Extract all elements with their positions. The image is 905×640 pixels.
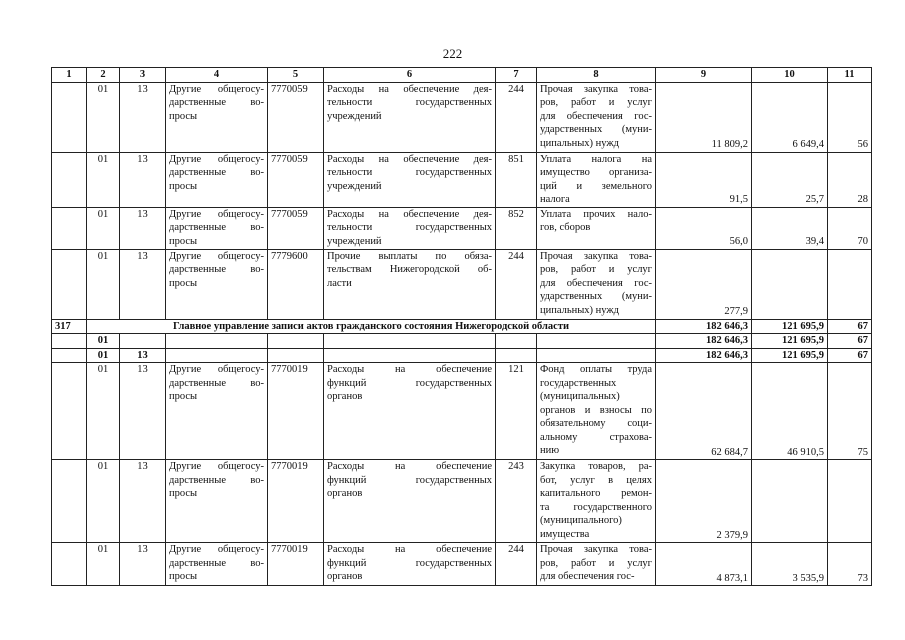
table-row bbox=[52, 363, 872, 460]
cell-line: органов и взносы по bbox=[540, 404, 652, 416]
actual-amount-cell: 121 695,9 bbox=[752, 319, 828, 334]
section-code-cell: 01 bbox=[87, 334, 120, 349]
expense-type-cell: 121 bbox=[496, 363, 537, 460]
cell-line: ласти bbox=[327, 277, 352, 289]
blank-cell bbox=[268, 348, 324, 363]
section-code-cell: 01 bbox=[87, 249, 120, 319]
section-code-cell: 01 bbox=[87, 152, 120, 207]
section-code-cell: 01 bbox=[87, 82, 120, 152]
target-article-cell: 7770059 bbox=[268, 82, 324, 152]
blank-cell bbox=[52, 543, 87, 586]
section-name-cell bbox=[166, 152, 268, 207]
actual-amount-cell: 25,7 bbox=[752, 152, 828, 207]
cell-line: функций государственных bbox=[327, 474, 492, 486]
percent-cell: 73 bbox=[828, 543, 872, 586]
cell-line: тельности государственных bbox=[327, 222, 492, 233]
target-article-cell: 7770059 bbox=[268, 152, 324, 207]
section-code-cell: 01 bbox=[87, 348, 120, 363]
cell-line: дарственные во- bbox=[169, 167, 264, 178]
cell-line: просы bbox=[169, 180, 198, 192]
expense-name-cell bbox=[537, 82, 656, 152]
percent-cell: 70 bbox=[828, 207, 872, 249]
blank-cell bbox=[496, 348, 537, 363]
actual-amount-cell: 121 695,9 bbox=[752, 348, 828, 363]
blank-cell bbox=[496, 334, 537, 349]
page-number: 222 bbox=[442, 46, 463, 61]
cell-line: бот, услуг в целях bbox=[540, 474, 652, 486]
expense-type-cell: 244 bbox=[496, 543, 537, 586]
cell-line: ров, работ и услуг bbox=[540, 557, 652, 569]
plan-amount-cell: 2 379,9 bbox=[656, 460, 752, 543]
plan-amount-cell: 11 809,2 bbox=[656, 82, 752, 152]
cell-line: просы bbox=[169, 110, 198, 122]
cell-line: Расходы на обеспечение bbox=[327, 461, 492, 472]
cell-line: учреждений bbox=[327, 180, 382, 192]
section-code-cell: 01 bbox=[87, 460, 120, 543]
section-name-cell bbox=[166, 207, 268, 249]
section-name-cell bbox=[166, 249, 268, 319]
actual-amount-cell: 6 649,4 bbox=[752, 82, 828, 152]
table-row bbox=[52, 543, 872, 586]
plan-amount-cell: 182 646,3 bbox=[656, 319, 752, 334]
table-row bbox=[52, 207, 872, 249]
section-code-cell: 01 bbox=[87, 543, 120, 586]
cell-line: Расходы на обеспечение дея- bbox=[327, 153, 492, 165]
percent-cell: 28 bbox=[828, 152, 872, 207]
cell-line: просы bbox=[169, 488, 198, 499]
percent-cell: 67 bbox=[828, 334, 872, 349]
plan-amount-cell: 182 646,3 bbox=[656, 348, 752, 363]
header-cell: 11 bbox=[828, 68, 872, 83]
cell-line: ципальных) нужд bbox=[540, 137, 620, 149]
subtotal-row bbox=[52, 334, 872, 349]
expense-type-cell: 244 bbox=[496, 82, 537, 152]
section-name-cell bbox=[166, 543, 268, 586]
department-code-cell: 317 bbox=[52, 319, 87, 334]
target-article-cell: 7770019 bbox=[268, 460, 324, 543]
subsection-code-cell: 13 bbox=[120, 543, 166, 586]
cell-line: та государственного bbox=[540, 501, 652, 513]
subsection-code-cell: 13 bbox=[120, 363, 166, 460]
subsection-code-cell bbox=[120, 334, 166, 349]
subsection-code-cell: 13 bbox=[120, 152, 166, 207]
expense-name-cell bbox=[537, 363, 656, 460]
target-article-cell: 7770059 bbox=[268, 207, 324, 249]
header-cell: 9 bbox=[656, 68, 752, 83]
target-name-cell bbox=[324, 363, 496, 460]
table-header-row bbox=[52, 68, 872, 83]
cell-line: имущества bbox=[540, 528, 590, 540]
cell-line: просы bbox=[169, 391, 198, 402]
cell-line: для обеспечения гос- bbox=[540, 571, 635, 582]
blank-cell bbox=[52, 334, 87, 349]
target-article-cell: 7770019 bbox=[268, 543, 324, 586]
actual-amount-cell: 3 535,9 bbox=[752, 543, 828, 586]
section-name-cell bbox=[166, 460, 268, 543]
actual-amount-cell: 121 695,9 bbox=[752, 334, 828, 349]
section-row bbox=[52, 319, 872, 334]
target-name-cell bbox=[324, 207, 496, 249]
blank-cell bbox=[52, 82, 87, 152]
cell-line: ударственных (муни- bbox=[540, 124, 652, 135]
header-cell: 7 bbox=[496, 68, 537, 83]
section-name-cell bbox=[166, 363, 268, 460]
header-cell: 1 bbox=[52, 68, 87, 83]
blank-cell bbox=[52, 460, 87, 543]
percent-cell bbox=[828, 249, 872, 319]
cell-line: Другие общегосу- bbox=[169, 153, 264, 165]
table-row bbox=[52, 82, 872, 152]
cell-line: тельствам Нижегородской об- bbox=[327, 264, 492, 275]
cell-line: дарственные во- bbox=[169, 222, 264, 233]
subsection-code-cell: 13 bbox=[120, 249, 166, 319]
cell-line: Прочие выплаты по обяза- bbox=[327, 250, 492, 262]
cell-line: Фонд оплаты труда bbox=[540, 364, 652, 375]
cell-line: (муниципального) bbox=[540, 515, 622, 526]
target-name-cell bbox=[324, 543, 496, 586]
cell-line: капитального ремон- bbox=[540, 488, 652, 499]
cell-line: дарственные во- bbox=[169, 264, 264, 275]
percent-cell: 56 bbox=[828, 82, 872, 152]
blank-cell bbox=[166, 334, 268, 349]
percent-cell: 67 bbox=[828, 319, 872, 334]
blank-cell bbox=[52, 363, 87, 460]
cell-line: Прочая закупка това- bbox=[540, 250, 652, 262]
actual-amount-cell: 39,4 bbox=[752, 207, 828, 249]
cell-line: ципальных) нужд bbox=[540, 304, 620, 316]
cell-line: дарственные во- bbox=[169, 97, 264, 108]
department-name-cell: Главное управление записи актов гражданского состояния Нижегородской области bbox=[87, 319, 656, 334]
cell-line: Расходы на обеспечение дея- bbox=[327, 208, 492, 220]
cell-line: просы bbox=[169, 235, 198, 247]
expense-type-cell: 244 bbox=[496, 249, 537, 319]
budget-table bbox=[51, 67, 872, 586]
target-name-cell bbox=[324, 152, 496, 207]
cell-line: Расходы на обеспечение bbox=[327, 364, 492, 375]
cell-line: дарственные во- bbox=[169, 377, 264, 389]
cell-line: Другие общегосу- bbox=[169, 544, 264, 555]
cell-line: государственных bbox=[540, 377, 617, 389]
cell-line: Другие общегосу- bbox=[169, 250, 264, 262]
table-row bbox=[52, 152, 872, 207]
plan-amount-cell: 182 646,3 bbox=[656, 334, 752, 349]
blank-cell bbox=[52, 207, 87, 249]
blank-cell bbox=[537, 334, 656, 349]
plan-amount-cell: 91,5 bbox=[656, 152, 752, 207]
cell-line: функций государственных bbox=[327, 557, 492, 569]
table-row bbox=[52, 460, 872, 543]
cell-line: Другие общегосу- bbox=[169, 208, 264, 220]
cell-line: органов bbox=[327, 488, 363, 499]
header-cell: 2 bbox=[87, 68, 120, 83]
plan-amount-cell: 56,0 bbox=[656, 207, 752, 249]
blank-cell bbox=[324, 334, 496, 349]
header-cell: 8 bbox=[537, 68, 656, 83]
blank-cell bbox=[537, 348, 656, 363]
cell-line: ров, работ и услуг bbox=[540, 97, 652, 108]
cell-line: для обеспечения гос- bbox=[540, 110, 652, 122]
cell-line: функций государственных bbox=[327, 377, 492, 389]
target-name-cell bbox=[324, 82, 496, 152]
subsection-code-cell: 13 bbox=[120, 460, 166, 543]
percent-cell bbox=[828, 460, 872, 543]
actual-amount-cell bbox=[752, 460, 828, 543]
section-name-cell bbox=[166, 82, 268, 152]
cell-line: (муниципальных) bbox=[540, 391, 620, 402]
section-code-cell: 01 bbox=[87, 207, 120, 249]
cell-line: Другие общегосу- bbox=[169, 461, 264, 472]
cell-line: учреждений bbox=[327, 110, 382, 122]
blank-cell bbox=[268, 334, 324, 349]
blank-cell bbox=[52, 249, 87, 319]
cell-line: Прочая закупка това- bbox=[540, 83, 652, 95]
cell-line: Уплата прочих нало- bbox=[540, 208, 652, 220]
cell-line: дарственные во- bbox=[169, 474, 264, 486]
header-cell: 3 bbox=[120, 68, 166, 83]
cell-line: органов bbox=[327, 391, 363, 402]
cell-line: налога bbox=[540, 194, 570, 205]
expense-type-cell: 851 bbox=[496, 152, 537, 207]
target-name-cell bbox=[324, 249, 496, 319]
blank-cell bbox=[52, 152, 87, 207]
cell-line: ров, работ и услуг bbox=[540, 264, 652, 275]
target-article-cell: 7770019 bbox=[268, 363, 324, 460]
cell-line: Расходы на обеспечение bbox=[327, 544, 492, 555]
percent-cell: 67 bbox=[828, 348, 872, 363]
actual-amount-cell bbox=[752, 249, 828, 319]
plan-amount-cell: 62 684,7 bbox=[656, 363, 752, 460]
cell-line: Закупка товаров, ра- bbox=[540, 461, 652, 472]
cell-line: Другие общегосу- bbox=[169, 83, 264, 95]
subsection-code-cell: 13 bbox=[120, 348, 166, 363]
cell-line: Прочая закупка това- bbox=[540, 544, 652, 555]
header-cell: 10 bbox=[752, 68, 828, 83]
subsection-code-cell: 13 bbox=[120, 82, 166, 152]
cell-line: просы bbox=[169, 277, 198, 289]
cell-line: альному страхова- bbox=[540, 431, 652, 443]
cell-line: органов bbox=[327, 571, 363, 582]
cell-line: дарственные во- bbox=[169, 557, 264, 569]
expense-type-cell: 243 bbox=[496, 460, 537, 543]
subsection-code-cell: 13 bbox=[120, 207, 166, 249]
header-cell: 6 bbox=[324, 68, 496, 83]
cell-line: имущество организа- bbox=[540, 167, 652, 178]
expense-name-cell bbox=[537, 543, 656, 586]
header-cell: 5 bbox=[268, 68, 324, 83]
target-article-cell: 7779600 bbox=[268, 249, 324, 319]
expense-name-cell bbox=[537, 249, 656, 319]
cell-line: нию bbox=[540, 445, 560, 456]
target-name-cell bbox=[324, 460, 496, 543]
plan-amount-cell: 277,9 bbox=[656, 249, 752, 319]
subtotal-row bbox=[52, 348, 872, 363]
cell-line: гов, сборов bbox=[540, 222, 591, 233]
blank-cell bbox=[324, 348, 496, 363]
cell-line: тельности государственных bbox=[327, 97, 492, 108]
blank-cell bbox=[52, 348, 87, 363]
cell-line: просы bbox=[169, 571, 198, 582]
blank-cell bbox=[166, 348, 268, 363]
actual-amount-cell: 46 910,5 bbox=[752, 363, 828, 460]
cell-line: Расходы на обеспечение дея- bbox=[327, 83, 492, 95]
cell-line: для обеспечения гос- bbox=[540, 277, 652, 289]
cell-line: обязательному соци- bbox=[540, 418, 652, 429]
section-code-cell: 01 bbox=[87, 363, 120, 460]
percent-cell: 75 bbox=[828, 363, 872, 460]
plan-amount-cell: 4 873,1 bbox=[656, 543, 752, 586]
cell-line: учреждений bbox=[327, 235, 382, 247]
header-cell: 4 bbox=[166, 68, 268, 83]
cell-line: Другие общегосу- bbox=[169, 364, 264, 375]
expense-name-cell bbox=[537, 152, 656, 207]
expense-name-cell bbox=[537, 207, 656, 249]
table-row bbox=[52, 249, 872, 319]
cell-line: ударственных (муни- bbox=[540, 291, 652, 302]
cell-line: Уплата налога на bbox=[540, 153, 652, 165]
cell-line: ций и земельного bbox=[540, 180, 652, 192]
cell-line: тельности государственных bbox=[327, 167, 492, 178]
expense-type-cell: 852 bbox=[496, 207, 537, 249]
expense-name-cell bbox=[537, 460, 656, 543]
